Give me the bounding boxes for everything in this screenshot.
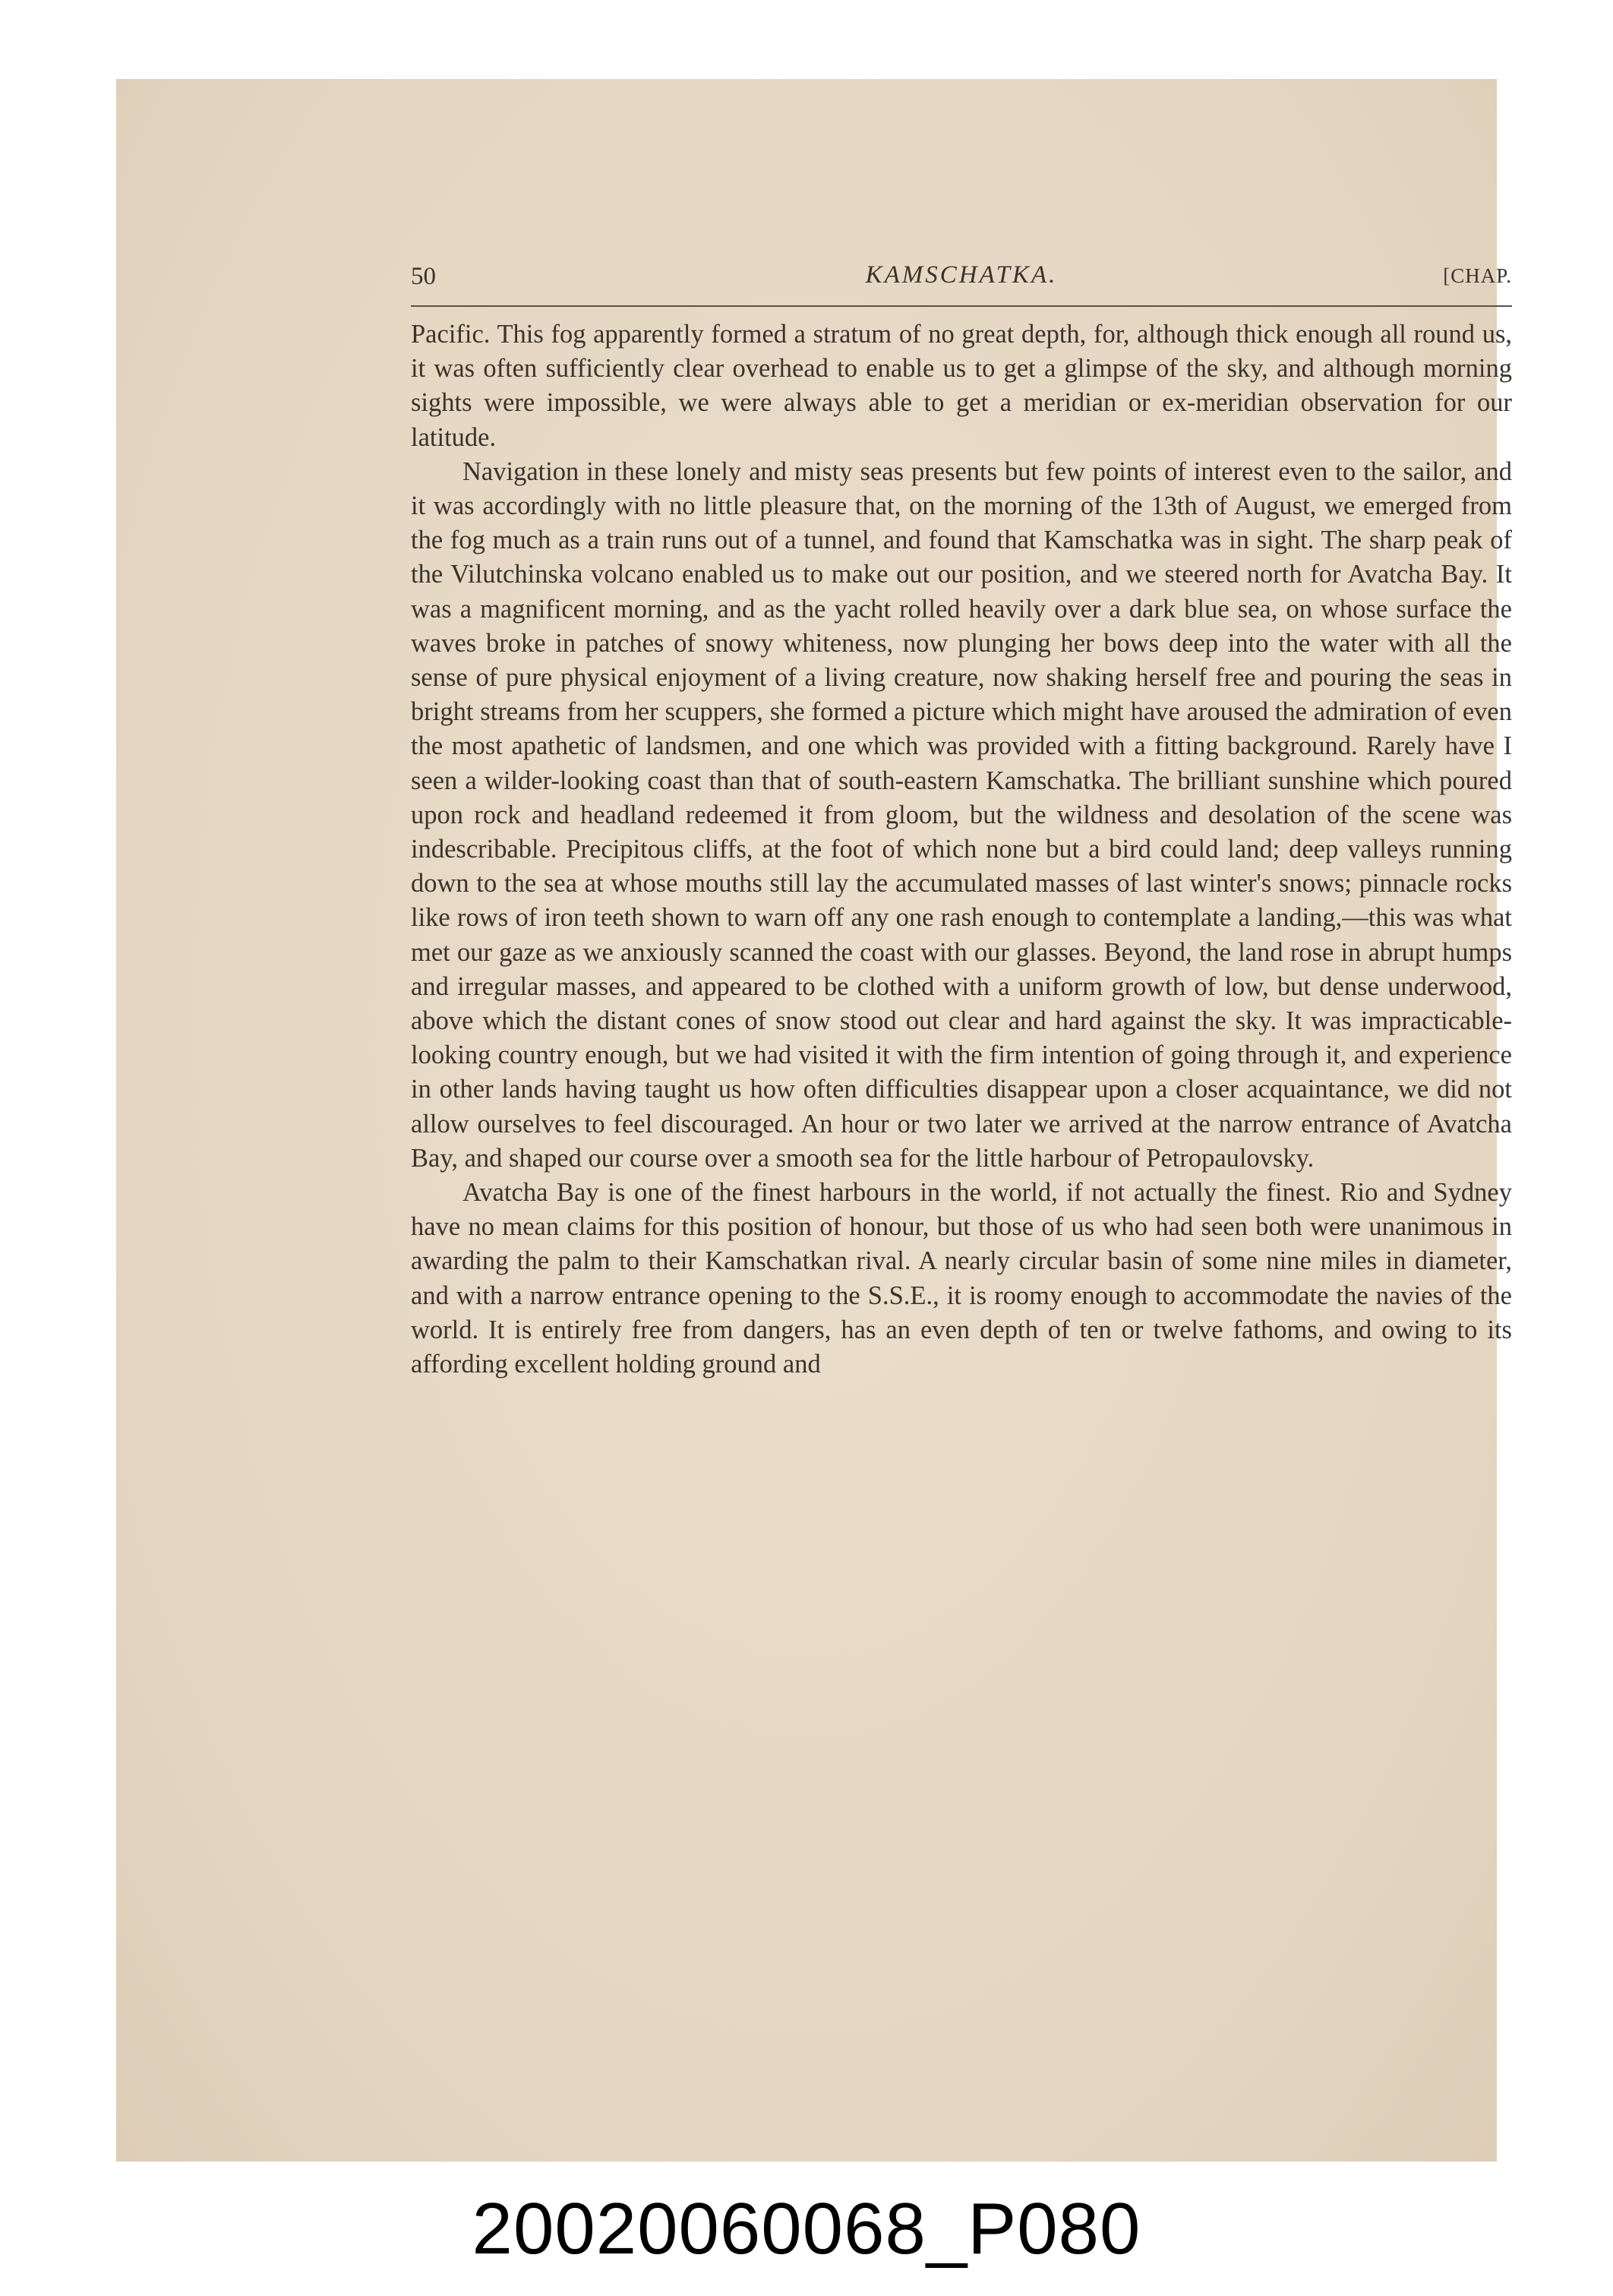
book-page <box>411 252 1512 1382</box>
running-title: KAMSCHATKA. <box>865 261 1058 289</box>
scanned-page <box>116 79 1512 2162</box>
paragraph-3: Avatcha Bay is one of the finest harbours in the world, if not actually the finest. Rio and Sydney have no mean claims for this position of honour, but those of us who had seen both were unanimous in awarding the palm to their Kamschatkan rival. A nearly circular basin of some nine miles in diameter, and with a narrow entrance opening to the S.S.E., it is roomy enough to accommodate the navies of the world. It is entirely free from dangers, has an even depth of ten or twelve fathoms, and owing to its affording excellent holding ground and <box>411 1178 1512 1379</box>
page-header <box>411 252 1512 307</box>
catalog-id: 20020060068_P080 <box>472 2188 1141 2269</box>
paragraph-2: Navigation in these lonely and misty seas presents but few points of interest even to the sailor, and it was accordingly with no little pleasure that, on the morning of the 13th of August, we emerged from the fog much as a train runs out of a tunnel, and found that Kamschatka was in sight. The sharp peak of the Vilutchinska volcano enabled us to make out our position, and we steered north for Avatcha Bay. It was a magnificent morning, and as the yacht rolled heavily over a dark blue sea, on whose surface the waves broke in patches of snowy whiteness, now plunging her bows deep into the water with all the sense of pure physical enjoyment of a living creature, now shaking herself free and pouring the seas in bright streams from her scuppers, she formed a picture which might have aroused the admiration of even the most apathetic of landsmen, and one which was provided with a fitting background. Rarely have I seen a wilder-looking coast than that of south-eastern Kamschatka. The brilliant sunshine which poured upon rock and headland redeemed it from gloom, but the wildness and desolation of the scene was indescribable. Precipitous cliffs, at the foot of which none but a bird could land; deep valleys running down to the sea at whose mouths still lay the accumulated masses of last winter's snows; pinnacle rocks like rows of iron teeth shown to warn off any one rash enough to contemplate a landing,—this was what met our gaze as we anxiously scanned the coast with our glasses. Beyond, the land rose in abrupt humps and irregular masses, and appeared to be clothed with a uniform growth of low, but dense underwood, above which the distant cones of snow stood out clear and hard against the sky. It was impracticable-looking country enough, but we had visited it with the firm intention of going through it, and experience in other lands having taught us how often difficulties disappear upon a closer acquaintance, we did not allow ourselves to feel discouraged. An hour or two later we arrived at the narrow entrance of Avatcha Bay, and shaped our course over a smooth sea for the little harbour of Petropaulovsky. <box>411 456 1512 1173</box>
paragraph-1: Pacific. This fog apparently formed a stratum of no great depth, for, although thick enough all round us, it was often sufficiently clear overhead to enable us to get a glimpse of the sky, and although morning sights were impossible, we were always able to get a meridian or ex-meridian observation for our latitude. <box>411 320 1512 452</box>
body-text <box>411 317 1512 1382</box>
page-number: 50 <box>411 263 436 290</box>
chapter-mark: [CHAP. <box>1443 264 1512 287</box>
